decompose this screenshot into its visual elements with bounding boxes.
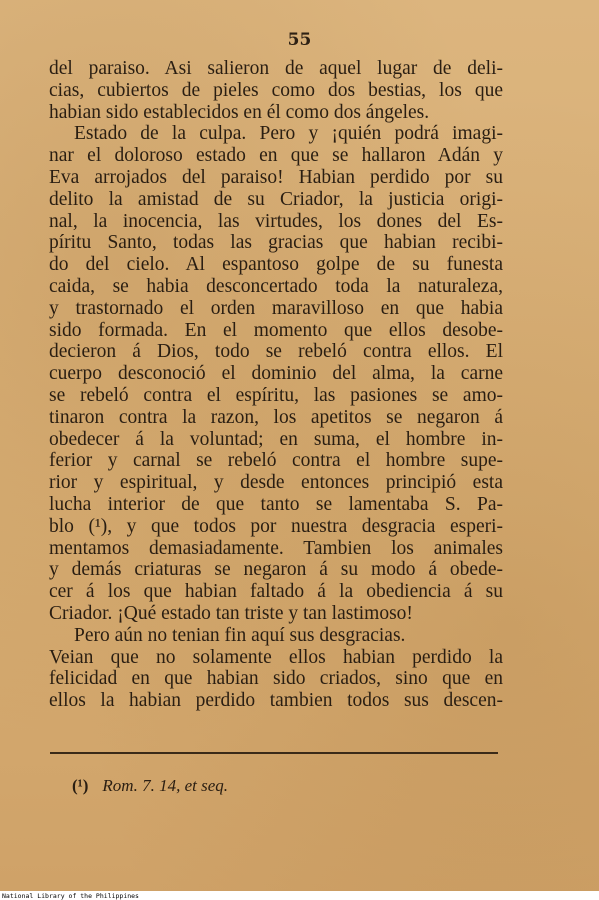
text-line: y trastornado el orden maravilloso en que habia	[49, 297, 503, 319]
text-line: decieron á Dios, todo se rebeló contra ellos. El	[49, 341, 503, 363]
text-line: felicidad en que habian sido criados, sino que en	[49, 668, 503, 690]
text-line: delito la amistad de su Criador, la justicia origi-	[49, 188, 503, 210]
text-line: Eva arrojados del paraiso! Habian perdido por su	[49, 166, 503, 188]
library-credit: National Library of the Philippines	[2, 892, 139, 900]
text-line: Estado de la culpa. Pero y ¡quién podrá imagi-	[74, 123, 503, 145]
text-line: blo (¹), y que todos por nuestra desgracia esperi-	[49, 515, 503, 537]
text-line: Pero aún no tenian fin aquí sus desgracias.	[74, 624, 406, 646]
text-line: ferior y carnal se rebeló contra el hombre supe-	[49, 450, 503, 472]
text-line: sido formada. En el momento que ellos desobe-	[49, 319, 503, 341]
footnote-marker: (¹)	[72, 776, 89, 795]
text-line: píritu Santo, todas las gracias que habian recibi-	[49, 232, 503, 254]
footnote-divider	[50, 752, 498, 754]
text-line: caida, se habia desconcertado toda la naturaleza,	[49, 275, 503, 297]
text-line: cuerpo desconoció el dominio del alma, la carne	[49, 363, 503, 385]
text-line: Criador. ¡Qué estado tan triste y tan lastimoso!	[49, 602, 413, 624]
text-line: ellos la habian perdido tambien todos sus descen-	[49, 690, 503, 712]
text-line: cias, cubiertos de pieles como dos bestias, los que	[49, 79, 503, 101]
text-line: lucha interior de que tanto se lamentaba S. Pa-	[49, 493, 503, 515]
text-line: do del cielo. Al espantoso golpe de su funesta	[49, 254, 503, 276]
text-line: Veian que no solamente ellos habian perdido la	[49, 646, 503, 668]
body-text	[49, 58, 503, 712]
footnote-reference: Rom. 7. 14, et seq.	[102, 776, 229, 795]
text-line: tinaron contra la razon, los apetitos se negaron á	[49, 406, 503, 428]
page-number: 55	[287, 30, 312, 50]
text-line: cer á los que habian faltado á la obediencia á su	[49, 581, 503, 603]
text-line: se rebeló contra el espíritu, las pasiones se amo-	[49, 384, 503, 406]
text-line: obedecer á la voluntad; en suma, el hombre in-	[49, 428, 503, 450]
text-line: nal, la inocencia, las virtudes, los dones del Es-	[49, 210, 503, 232]
text-line: del paraiso. Asi salieron de aquel lugar de deli-	[49, 58, 503, 79]
text-line: mentamos demasiadamente. Tambien los animales	[49, 537, 503, 559]
text-line: habian sido establecidos en él como dos ángeles.	[49, 101, 430, 123]
footnote	[72, 776, 228, 796]
text-line: y demás criaturas se negaron á su modo á obede-	[49, 559, 503, 581]
text-line: rior y espiritual, y desde entonces principió esta	[49, 472, 503, 494]
text-line: nar el doloroso estado en que se hallaron Adán y	[49, 145, 503, 167]
